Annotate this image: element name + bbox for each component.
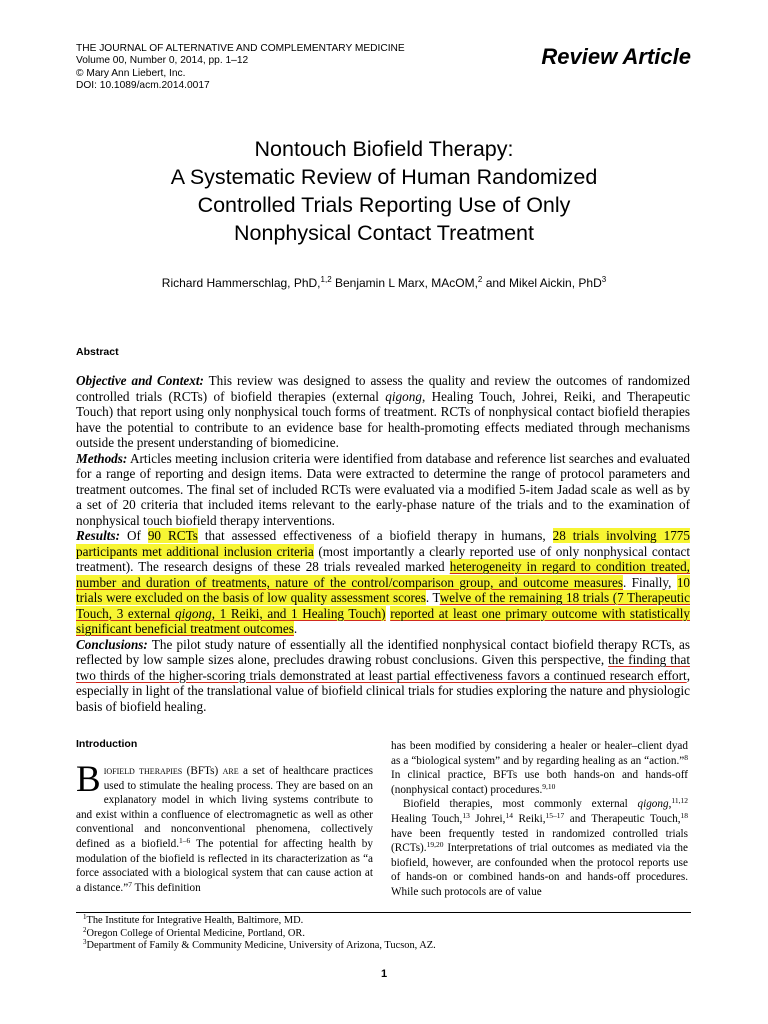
citation-mark: 9,10 <box>542 781 556 791</box>
highlighted-text[interactable]: 90 RCTs <box>147 528 198 543</box>
methods-text: Articles meeting inclusion criteria were identified from database and reference list searches and evaluated for a range of reporting and design items. Data were extracted to determine the range of protocol parameters and treatment outcomes. The final set of included RCTs were evaluated via a modified 5-item Jadad scale as well as by a set of 20 criteria that included items relevant to the early-phase nature of the trials and to the examination of nonphysical touch biofield therapy interventions. <box>76 450 690 528</box>
conclusions-text: The pilot study nature of essentially all the identified nonphysical contact biofield therapy RCTs, as reflected by low sample sizes alone, precludes drawing robust conclusions. Given this perspective, <box>76 636 690 667</box>
intro-text: Reiki, <box>512 812 546 825</box>
intro-text: The potential for affecting health by modulation of the biofield is reflected in its characterization as “a force associated with a biological system that can cause action at a distance.” <box>76 837 373 894</box>
volume-info: Volume 00, Number 0, 2014, pp. 1–12 <box>76 55 249 67</box>
footnote <box>83 940 436 953</box>
affiliation-mark: 1,2 <box>320 275 332 284</box>
intro-paragraph <box>76 759 374 895</box>
title-line: Controlled Trials Reporting Use of Only <box>197 193 571 217</box>
title-line: Nonphysical Contact Treatment <box>234 221 534 245</box>
footnote-text: Oregon College of Oriental Medicine, Portland, OR. <box>86 927 305 939</box>
intro-text: , <box>668 798 672 811</box>
highlighted-text[interactable]: , 1 Reiki, and 1 Healing Touch) <box>211 605 386 621</box>
abstract-heading: Abstract <box>76 346 119 358</box>
conclusions-label: Conclusions: <box>76 636 148 652</box>
introduction-heading: Introduction <box>76 738 138 750</box>
author-name: Benjamin L Marx, MAcOM, <box>331 276 478 290</box>
intro-text: Healing Touch, <box>391 812 463 825</box>
objective-text: , Healing Touch, Johrei, Reiki, and Therapeutic Touch) that report using only nonphysical touch forms of treatment. RCTs of nonphysical contact biofield therapies have the potential to contribute to an evidence base for health-promoting effects mediated through mechanisms outside the present understanding of biomedicine. <box>76 388 690 450</box>
underlined-text[interactable]: the finding that two thirds of the higher-scoring trials demonstrated at least partial effectiveness favors a continued research effort <box>76 652 690 683</box>
title-line: A Systematic Review of Human Randomized <box>170 165 598 189</box>
citation-mark: 15–17 <box>545 810 565 820</box>
intro-text: Interpretations of trial outcomes as mediated via the biofield, however, are confounded when the protocol reports use of hands-on or combined hands-on and hands-off procedures. While such protocols are of value <box>391 842 688 898</box>
citation-mark: 19,20 <box>426 840 444 850</box>
intro-paragraph <box>391 797 688 899</box>
affiliation-footnotes <box>83 915 436 953</box>
intro-paragraph <box>391 739 688 797</box>
citation-mark: 1–6 <box>179 835 191 845</box>
doi: DOI: 10.1089/acm.2014.0017 <box>76 80 210 92</box>
intro-text: In clinical practice, BFTs use both hands-on and hands-off (nonphysical contact) procedures. <box>391 769 688 796</box>
results-text: . <box>293 621 298 636</box>
results-text: . T <box>425 590 440 605</box>
page-number: 1 <box>380 968 388 980</box>
title-line: Nontouch Biofield Therapy: <box>254 137 514 161</box>
article-title <box>40 135 728 247</box>
author-name: Richard Hammerschlag, PhD, <box>161 276 321 290</box>
citation-mark: 14 <box>505 810 513 820</box>
intro-column-right <box>391 739 688 900</box>
results-text: (most importantly a clearly reported use of only nonphysical contact treatment). The research designs of these 28 trials revealed marked <box>76 543 691 574</box>
highlighted-text[interactable]: qigong <box>175 605 212 621</box>
footnote-divider <box>76 912 691 913</box>
journal-name: THE JOURNAL OF ALTERNATIVE AND COMPLEMENTARY MEDICINE <box>76 43 405 54</box>
results-text: . Finally, <box>622 574 677 590</box>
citation-mark: 8 <box>684 752 688 762</box>
intro-text: have been frequently tested in randomized controlled trials (RCTs). <box>391 827 688 855</box>
citation-mark: 18 <box>680 810 689 820</box>
objective-emphasis: qigong <box>385 388 422 404</box>
footnote-text: Department of Family & Community Medicine, University of Arizona, Tucson, AZ. <box>86 940 436 952</box>
article-type-label: Review Article <box>541 44 691 69</box>
publisher: © Mary Ann Liebert, Inc. <box>76 67 186 79</box>
intro-text: This definition <box>131 881 201 894</box>
citation-mark: 13 <box>462 810 470 820</box>
footnote <box>83 915 436 928</box>
author-name: and Mikel Aickin, PhD <box>482 276 602 290</box>
intro-emphasis: qigong <box>637 798 669 811</box>
highlighted-text[interactable]: 28 trials involving 1775 participants met additional inclusion criteria <box>76 528 690 559</box>
intro-text: (BFTs) <box>182 765 223 777</box>
intro-text: has been modified by considering a healer or healer–client dyad as a “biological system” and by regarding healing as an “action.” <box>391 740 688 767</box>
footnote-text: The Institute for Integrative Health, Baltimore, MD. <box>86 915 304 926</box>
results-text: that assessed effectiveness of a biofield therapy in humans, <box>197 528 553 543</box>
citation-mark: 7 <box>128 879 132 889</box>
footnote-mark: 3 <box>83 938 87 947</box>
drop-cap: B <box>76 759 101 800</box>
citation-mark: 11,12 <box>671 796 688 806</box>
highlighted-text[interactable]: heterogeneity in regard to condition treated, number and duration of treatments, nature of the control/comparison group, and outcome measures <box>76 559 690 590</box>
conclusions-text: , especially in light of the translational value of biofield clinical trials for studies exploring the nature and physiologic basis of biofield healing. <box>76 667 690 714</box>
intro-text: and Therapeutic Touch, <box>564 812 681 825</box>
journal-masthead <box>76 43 405 93</box>
intro-text: a set of healthcare practices used to stimulate the healing process. They are based on an explanatory model in which living systems contribute to and exist within a confluence of electromagnetic as well as other conventional and nonconventional phenomena, collectively defined as a biofield. <box>76 765 374 850</box>
intro-text: are <box>222 765 239 777</box>
highlighted-text[interactable]: reported at least one primary outcome with statistically significant beneficial treatment outcomes <box>76 605 691 636</box>
intro-text: iofield therapies <box>103 765 183 777</box>
objective-label: Objective and Context: <box>76 373 204 388</box>
methods-label: Methods: <box>76 450 128 466</box>
affiliation-mark: 3 <box>601 275 607 284</box>
highlighted-text[interactable]: welve of the remaining 18 trials (7 Therapeutic Touch, 3 external <box>76 590 690 621</box>
author-list <box>40 275 728 290</box>
intro-text: Biofield therapies, most commonly external <box>403 798 638 811</box>
footnote-mark: 2 <box>83 925 87 934</box>
abstract-body <box>76 373 690 714</box>
results-label: Results: <box>76 528 120 543</box>
objective-text: This review was designed to assess the quality and review the outcomes of randomized controlled trials (RCTs) of biofield therapies (external <box>76 373 691 404</box>
highlighted-text[interactable]: 10 trials were excluded on the basis of low quality assessment scores <box>76 574 690 605</box>
footnote <box>83 925 436 941</box>
intro-column-left <box>76 738 373 895</box>
affiliation-mark: 2 <box>477 275 483 284</box>
footnote-mark: 1 <box>83 913 87 921</box>
intro-text: Johrei, <box>469 812 506 825</box>
results-text: Of <box>119 528 148 543</box>
